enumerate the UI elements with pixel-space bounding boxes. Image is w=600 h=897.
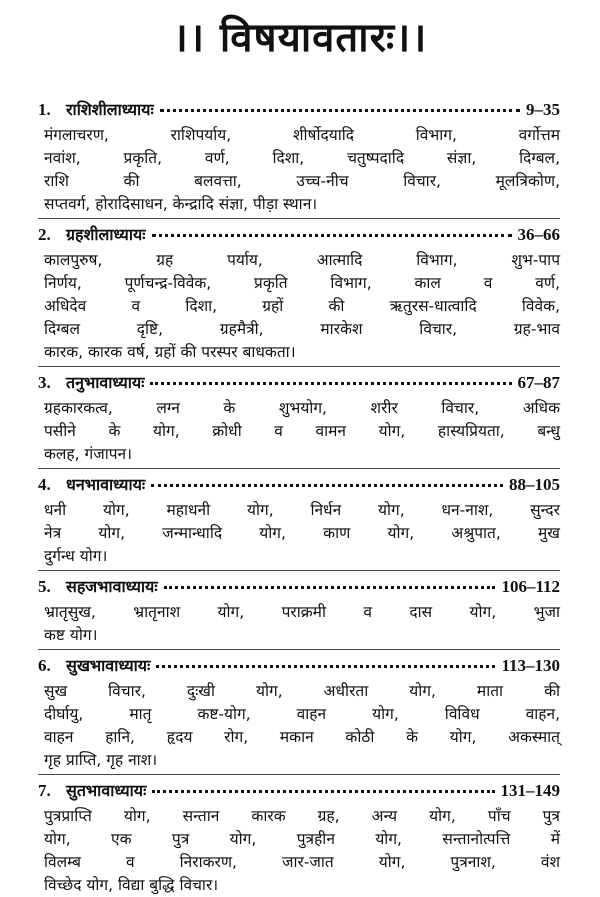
separator-line xyxy=(38,570,560,571)
dot-leader xyxy=(151,484,503,487)
entry-title: धनभावाध्यायः xyxy=(66,475,146,494)
description-line: योग, एक पुत्र योग, पुत्रहीन योग, सन्तानोत्पत्ति में xyxy=(44,830,560,848)
description-line: वाहन हानि, हृदय रोग, मकान कोठी के योग, अकस्मात् xyxy=(44,728,560,746)
page-range: 88–105 xyxy=(509,475,560,494)
entry-heading xyxy=(38,779,560,805)
description-line: अधिदेव व दिशा, ग्रहों की ऋतुरस-धात्वादि विवेक, xyxy=(44,297,560,315)
description-line: कालपुरुष, ग्रह पर्याय, आत्मादि विभाग, शुभ-पाप xyxy=(44,251,560,269)
entry-number: 2. xyxy=(38,225,51,244)
toc-entry xyxy=(38,473,560,571)
entry-title: सुतभावाध्यायः xyxy=(66,781,147,800)
description-line: कारक, कारक वर्ष, ग्रहों की परस्पर बाधकता। xyxy=(44,343,296,361)
entry-heading xyxy=(38,371,560,397)
entry-title: राशिशीलाध्यायः xyxy=(66,100,154,119)
toc-entry xyxy=(38,371,560,469)
entry-number: 4. xyxy=(38,475,51,494)
entry-number: 7. xyxy=(38,781,51,800)
page-title: ।। विषयावतारः।। xyxy=(172,15,428,61)
entry-heading xyxy=(38,98,560,124)
description-line: पसीने के योग, क्रोधी व वामन योग, हास्यप्रियता, बन्धु xyxy=(44,422,560,440)
entry-number: 1. xyxy=(38,100,51,119)
entry-title: सुखभावाध्यायः xyxy=(66,656,151,675)
entry-heading xyxy=(38,473,560,499)
description-line: गृह प्राप्ति, गृह नाश। xyxy=(44,751,158,769)
description-line: दुर्गन्ध योग। xyxy=(44,547,108,565)
separator-line xyxy=(38,218,560,219)
separator-line xyxy=(38,468,560,469)
dot-leader xyxy=(152,234,512,237)
toc-entry xyxy=(38,654,560,775)
description-line: धनी योग, महाधनी योग, निर्धन योग, धन-नाश, सुन्दर xyxy=(44,501,560,519)
page-range: 67–87 xyxy=(517,373,560,392)
separator-line xyxy=(38,774,560,775)
dot-leader xyxy=(156,665,495,668)
page-range: 106–112 xyxy=(501,577,560,596)
description-line: दिग्बल दृष्टि, ग्रहमैत्री, मारकेश विचार, ग्रह-भाव xyxy=(44,320,560,338)
toc-entry xyxy=(38,98,560,219)
entry-title: तनुभावाध्यायः xyxy=(66,373,145,392)
dot-leader xyxy=(164,586,496,589)
page-range: 131–149 xyxy=(500,781,560,800)
description-line: नवांश, प्रकृति, वर्ण, दिशा, चतुष्पदादि संज्ञा, दिग्बल, xyxy=(44,149,560,167)
page-range: 9–35 xyxy=(526,100,560,119)
entry-title: सहजभावाध्यायः xyxy=(66,577,158,596)
description-line: सुख विचार, दुःखी योग, अधीरता योग, माता की xyxy=(44,682,560,700)
description-line: कलह, गंजापन। xyxy=(44,445,133,463)
separator-line xyxy=(38,366,560,367)
entry-number: 5. xyxy=(38,577,51,596)
dot-leader xyxy=(150,382,511,385)
description-line: ग्रहकारकत्व, लग्न के शुभयोग, शरीर विचार, अधिक xyxy=(44,399,560,417)
description-line: कष्ट योग। xyxy=(44,626,98,644)
entry-title: ग्रहशीलाध्यायः xyxy=(66,225,146,244)
entry-number: 3. xyxy=(38,373,51,392)
separator-line xyxy=(38,649,560,650)
entry-heading xyxy=(38,575,560,601)
toc-entry xyxy=(38,575,560,650)
description-line: सप्तवर्ग, होरादिसाधन, केन्द्रादि संज्ञा, पीड़ा स्थान। xyxy=(44,195,318,213)
toc-entry xyxy=(38,779,560,897)
toc-entry xyxy=(38,223,560,367)
dot-leader xyxy=(152,790,494,793)
description-line: नेत्र योग, जन्मान्धादि योग, काण योग, अश्रुपात, मुख xyxy=(44,524,560,542)
table-of-contents xyxy=(38,98,560,897)
description-line: विच्छेद योग, विद्या बुद्धि विचार। xyxy=(44,876,219,894)
description-line: विलम्ब व निराकरण, जार-जात योग, पुत्रनाश, वंश xyxy=(44,853,560,871)
description-line: मंगलाचरण, राशिपर्याय, शीर्षोदयादि विभाग, वर्गोत्तम xyxy=(44,126,560,144)
description-line: राशि की बलवत्ता, उच्च-नीच विचार, मूलत्रिकोण, xyxy=(44,172,560,190)
page-range: 36–66 xyxy=(517,225,560,244)
entry-number: 6. xyxy=(38,656,51,675)
entry-heading xyxy=(38,654,560,680)
dot-leader xyxy=(160,109,520,112)
description-line: निर्णय, पूर्णचन्द्र-विवेक, प्रकृति विभाग, काल व वर्ण, xyxy=(44,274,560,292)
description-line: पुत्रप्राप्ति योग, सन्तान कारक ग्रह, अन्य योग, पाँच पुत्र xyxy=(44,807,560,825)
description-line: दीर्घायु, मातृ कष्ट-योग, वाहन योग, विविध वाहन, xyxy=(44,705,560,723)
description-line: भ्रातृसुख, भ्रातृनाश योग, पराक्रमी व दास योग, भुजा xyxy=(44,603,560,621)
page-range: 113–130 xyxy=(501,656,560,675)
entry-heading xyxy=(38,223,560,249)
